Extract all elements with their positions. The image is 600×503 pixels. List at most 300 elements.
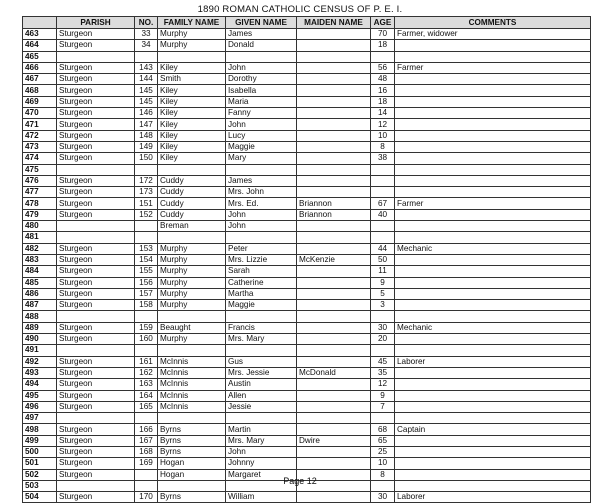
no-cell: 34 — [135, 40, 158, 51]
table-row — [23, 334, 591, 345]
table-row — [23, 108, 591, 119]
table-row — [23, 130, 591, 141]
no-cell: 160 — [135, 334, 158, 345]
given-name-cell: Dorothy — [226, 74, 297, 85]
maiden-name-cell — [297, 300, 371, 311]
age-cell: 7 — [371, 401, 395, 412]
no-cell: 147 — [135, 119, 158, 130]
maiden-name-cell — [297, 108, 371, 119]
given-name-cell: Mrs. Mary — [226, 334, 297, 345]
maiden-name-cell — [297, 130, 371, 141]
given-name-cell: Martha — [226, 288, 297, 299]
row-number-cell: 499 — [23, 435, 57, 446]
given-name-cell — [226, 413, 297, 424]
row-number-cell: 490 — [23, 334, 57, 345]
header-no: NO. — [135, 17, 158, 29]
given-name-cell: John — [226, 209, 297, 220]
row-number-cell: 474 — [23, 153, 57, 164]
comments-cell — [395, 175, 591, 186]
header-age: AGE — [371, 17, 395, 29]
parish-cell: Sturgeon — [57, 254, 135, 265]
table-row — [23, 446, 591, 457]
comments-cell: Laborer — [395, 492, 591, 503]
family-name-cell: Smith — [158, 74, 226, 85]
no-cell: 168 — [135, 446, 158, 457]
parish-cell: Sturgeon — [57, 153, 135, 164]
row-number-cell: 487 — [23, 300, 57, 311]
parish-cell: Sturgeon — [57, 367, 135, 378]
given-name-cell: Johnny — [226, 458, 297, 469]
no-cell: 145 — [135, 96, 158, 107]
parish-cell: Sturgeon — [57, 435, 135, 446]
header-maiden-name: MAIDEN NAME — [297, 17, 371, 29]
no-cell: 172 — [135, 175, 158, 186]
given-name-cell — [226, 51, 297, 62]
comments-cell — [395, 74, 591, 85]
table-row — [23, 288, 591, 299]
parish-cell: Sturgeon — [57, 96, 135, 107]
no-cell: 157 — [135, 288, 158, 299]
row-number-cell: 496 — [23, 401, 57, 412]
row-number-cell: 488 — [23, 311, 57, 322]
no-cell: 173 — [135, 187, 158, 198]
parish-cell: Sturgeon — [57, 379, 135, 390]
no-cell — [135, 311, 158, 322]
maiden-name-cell — [297, 243, 371, 254]
maiden-name-cell — [297, 51, 371, 62]
parish-cell: Sturgeon — [57, 209, 135, 220]
no-cell — [135, 164, 158, 175]
maiden-name-cell — [297, 96, 371, 107]
family-name-cell — [158, 345, 226, 356]
parish-cell: Sturgeon — [57, 187, 135, 198]
comments-cell: Mechanic — [395, 322, 591, 333]
age-cell: 30 — [371, 322, 395, 333]
row-number-cell: 476 — [23, 175, 57, 186]
maiden-name-cell — [297, 232, 371, 243]
given-name-cell — [226, 164, 297, 175]
row-number-cell: 484 — [23, 266, 57, 277]
comments-cell: Laborer — [395, 356, 591, 367]
age-cell: 16 — [371, 85, 395, 96]
comments-cell — [395, 401, 591, 412]
age-cell: 9 — [371, 390, 395, 401]
age-cell: 48 — [371, 74, 395, 85]
family-name-cell: Breman — [158, 221, 226, 232]
age-cell — [371, 187, 395, 198]
family-name-cell: Byrns — [158, 424, 226, 435]
maiden-name-cell — [297, 164, 371, 175]
maiden-name-cell — [297, 345, 371, 356]
maiden-name-cell: Dwire — [297, 435, 371, 446]
family-name-cell: Murphy — [158, 29, 226, 40]
table-row — [23, 356, 591, 367]
table-row — [23, 254, 591, 265]
parish-cell: Sturgeon — [57, 85, 135, 96]
age-cell: 8 — [371, 141, 395, 152]
comments-cell — [395, 345, 591, 356]
table-row — [23, 85, 591, 96]
no-cell: 167 — [135, 435, 158, 446]
no-cell: 166 — [135, 424, 158, 435]
no-cell: 153 — [135, 243, 158, 254]
age-cell — [371, 221, 395, 232]
age-cell: 11 — [371, 266, 395, 277]
given-name-cell: John — [226, 62, 297, 73]
comments-cell — [395, 458, 591, 469]
family-name-cell — [158, 311, 226, 322]
table-row — [23, 379, 591, 390]
age-cell: 18 — [371, 96, 395, 107]
age-cell: 5 — [371, 288, 395, 299]
comments-cell — [395, 85, 591, 96]
given-name-cell: James — [226, 175, 297, 186]
no-cell: 150 — [135, 153, 158, 164]
family-name-cell: Beaught — [158, 322, 226, 333]
parish-cell: Sturgeon — [57, 424, 135, 435]
age-cell: 50 — [371, 254, 395, 265]
given-name-cell: Gus — [226, 356, 297, 367]
parish-cell — [57, 345, 135, 356]
row-number-cell: 471 — [23, 119, 57, 130]
row-number-cell: 485 — [23, 277, 57, 288]
table-row — [23, 266, 591, 277]
maiden-name-cell — [297, 446, 371, 457]
family-name-cell: Murphy — [158, 334, 226, 345]
maiden-name-cell — [297, 401, 371, 412]
parish-cell: Sturgeon — [57, 469, 135, 480]
age-cell: 12 — [371, 119, 395, 130]
given-name-cell — [226, 232, 297, 243]
table-row — [23, 492, 591, 503]
parish-cell: Sturgeon — [57, 141, 135, 152]
comments-cell — [395, 334, 591, 345]
row-number-cell: 469 — [23, 96, 57, 107]
family-name-cell: Kiley — [158, 119, 226, 130]
no-cell: 158 — [135, 300, 158, 311]
table-row — [23, 367, 591, 378]
given-name-cell: John — [226, 446, 297, 457]
comments-cell — [395, 209, 591, 220]
table-row — [23, 198, 591, 209]
comments-cell — [395, 379, 591, 390]
no-cell: 159 — [135, 322, 158, 333]
family-name-cell: Kiley — [158, 108, 226, 119]
family-name-cell: Murphy — [158, 243, 226, 254]
given-name-cell: Maggie — [226, 141, 297, 152]
row-number-cell: 473 — [23, 141, 57, 152]
no-cell: 170 — [135, 492, 158, 503]
age-cell: 45 — [371, 356, 395, 367]
row-number-cell: 494 — [23, 379, 57, 390]
row-number-cell: 493 — [23, 367, 57, 378]
parish-cell: Sturgeon — [57, 300, 135, 311]
given-name-cell: Maria — [226, 96, 297, 107]
given-name-cell: Mrs. Jessie — [226, 367, 297, 378]
maiden-name-cell — [297, 74, 371, 85]
given-name-cell: James — [226, 29, 297, 40]
family-name-cell: Kiley — [158, 96, 226, 107]
table-row — [23, 51, 591, 62]
age-cell: 67 — [371, 198, 395, 209]
maiden-name-cell — [297, 85, 371, 96]
age-cell: 70 — [371, 29, 395, 40]
given-name-cell: Mrs. John — [226, 187, 297, 198]
given-name-cell: Mary — [226, 153, 297, 164]
table-row — [23, 164, 591, 175]
row-number-cell: 502 — [23, 469, 57, 480]
row-number-cell: 480 — [23, 221, 57, 232]
family-name-cell: Murphy — [158, 300, 226, 311]
maiden-name-cell: Briannon — [297, 198, 371, 209]
comments-cell — [395, 300, 591, 311]
header-given-name: GIVEN NAME — [226, 17, 297, 29]
table-header — [23, 17, 591, 29]
table-row — [23, 232, 591, 243]
parish-cell — [57, 232, 135, 243]
no-cell: 152 — [135, 209, 158, 220]
maiden-name-cell: McDonald — [297, 367, 371, 378]
given-name-cell: Sarah — [226, 266, 297, 277]
row-number-cell: 504 — [23, 492, 57, 503]
parish-cell: Sturgeon — [57, 243, 135, 254]
family-name-cell: Cuddy — [158, 209, 226, 220]
parish-cell: Sturgeon — [57, 492, 135, 503]
family-name-cell: Cuddy — [158, 187, 226, 198]
parish-cell: Sturgeon — [57, 266, 135, 277]
no-cell: 146 — [135, 108, 158, 119]
table-row — [23, 96, 591, 107]
row-number-cell: 465 — [23, 51, 57, 62]
maiden-name-cell — [297, 40, 371, 51]
family-name-cell: Murphy — [158, 40, 226, 51]
comments-cell: Farmer, widower — [395, 29, 591, 40]
given-name-cell: Austin — [226, 379, 297, 390]
header-comments: COMMENTS — [395, 17, 591, 29]
row-number-cell: 478 — [23, 198, 57, 209]
given-name-cell — [226, 345, 297, 356]
parish-cell: Sturgeon — [57, 175, 135, 186]
parish-cell: Sturgeon — [57, 334, 135, 345]
family-name-cell: Murphy — [158, 254, 226, 265]
table-row — [23, 390, 591, 401]
table-row — [23, 119, 591, 130]
given-name-cell: John — [226, 119, 297, 130]
given-name-cell: Donald — [226, 40, 297, 51]
maiden-name-cell: McKenzie — [297, 254, 371, 265]
family-name-cell — [158, 413, 226, 424]
maiden-name-cell — [297, 175, 371, 186]
comments-cell — [395, 51, 591, 62]
family-name-cell: Cuddy — [158, 175, 226, 186]
age-cell: 3 — [371, 300, 395, 311]
family-name-cell: Kiley — [158, 62, 226, 73]
no-cell: 164 — [135, 390, 158, 401]
given-name-cell: Mrs. Mary — [226, 435, 297, 446]
age-cell: 12 — [371, 379, 395, 390]
row-number-cell: 464 — [23, 40, 57, 51]
comments-cell — [395, 164, 591, 175]
no-cell: 163 — [135, 379, 158, 390]
row-number-cell: 500 — [23, 446, 57, 457]
row-number-cell: 472 — [23, 130, 57, 141]
row-number-cell: 503 — [23, 480, 57, 491]
no-cell: 149 — [135, 141, 158, 152]
maiden-name-cell — [297, 322, 371, 333]
maiden-name-cell — [297, 221, 371, 232]
comments-cell — [395, 153, 591, 164]
comments-cell — [395, 435, 591, 446]
age-cell: 25 — [371, 446, 395, 457]
row-number-cell: 477 — [23, 187, 57, 198]
row-number-cell: 483 — [23, 254, 57, 265]
age-cell: 44 — [371, 243, 395, 254]
comments-cell: Farmer — [395, 198, 591, 209]
comments-cell — [395, 266, 591, 277]
age-cell: 18 — [371, 40, 395, 51]
given-name-cell: Martin — [226, 424, 297, 435]
maiden-name-cell — [297, 119, 371, 130]
no-cell: 148 — [135, 130, 158, 141]
maiden-name-cell — [297, 356, 371, 367]
comments-cell — [395, 187, 591, 198]
family-name-cell — [158, 164, 226, 175]
given-name-cell: Mrs. Ed. — [226, 198, 297, 209]
given-name-cell: Margaret — [226, 469, 297, 480]
family-name-cell: Byrns — [158, 446, 226, 457]
no-cell — [135, 413, 158, 424]
family-name-cell: Byrns — [158, 435, 226, 446]
table-row — [23, 277, 591, 288]
row-number-cell: 479 — [23, 209, 57, 220]
no-cell — [135, 232, 158, 243]
header-family-name: FAMILY NAME — [158, 17, 226, 29]
comments-cell — [395, 221, 591, 232]
no-cell: 165 — [135, 401, 158, 412]
maiden-name-cell — [297, 141, 371, 152]
parish-cell: Sturgeon — [57, 198, 135, 209]
parish-cell: Sturgeon — [57, 130, 135, 141]
table-row — [23, 187, 591, 198]
age-cell: 68 — [371, 424, 395, 435]
age-cell: 30 — [371, 492, 395, 503]
family-name-cell: Byrns — [158, 492, 226, 503]
family-name-cell: McInnis — [158, 379, 226, 390]
parish-cell — [57, 311, 135, 322]
row-number-cell: 481 — [23, 232, 57, 243]
maiden-name-cell — [297, 311, 371, 322]
header-row-number — [23, 17, 57, 29]
maiden-name-cell — [297, 390, 371, 401]
table-row — [23, 345, 591, 356]
row-number-cell: 463 — [23, 29, 57, 40]
maiden-name-cell — [297, 153, 371, 164]
family-name-cell: Kiley — [158, 85, 226, 96]
age-cell — [371, 232, 395, 243]
row-number-cell: 491 — [23, 345, 57, 356]
maiden-name-cell — [297, 413, 371, 424]
row-number-cell: 492 — [23, 356, 57, 367]
table-row — [23, 153, 591, 164]
family-name-cell: McInnis — [158, 367, 226, 378]
parish-cell: Sturgeon — [57, 74, 135, 85]
row-number-cell: 501 — [23, 458, 57, 469]
age-cell: 35 — [371, 367, 395, 378]
parish-cell: Sturgeon — [57, 322, 135, 333]
table-row — [23, 209, 591, 220]
age-cell — [371, 164, 395, 175]
row-number-cell: 475 — [23, 164, 57, 175]
maiden-name-cell — [297, 379, 371, 390]
no-cell: 156 — [135, 277, 158, 288]
age-cell — [371, 311, 395, 322]
table-row — [23, 243, 591, 254]
maiden-name-cell — [297, 277, 371, 288]
table-row — [23, 300, 591, 311]
no-cell: 161 — [135, 356, 158, 367]
maiden-name-cell — [297, 187, 371, 198]
comments-cell — [395, 108, 591, 119]
table-row — [23, 221, 591, 232]
parish-cell: Sturgeon — [57, 29, 135, 40]
maiden-name-cell — [297, 288, 371, 299]
comments-cell: Captain — [395, 424, 591, 435]
no-cell: 144 — [135, 74, 158, 85]
row-number-cell: 466 — [23, 62, 57, 73]
row-number-cell: 467 — [23, 74, 57, 85]
no-cell — [135, 221, 158, 232]
age-cell: 9 — [371, 277, 395, 288]
parish-cell: Sturgeon — [57, 62, 135, 73]
age-cell: 8 — [371, 469, 395, 480]
given-name-cell: John — [226, 221, 297, 232]
family-name-cell: McInnis — [158, 401, 226, 412]
comments-cell — [395, 446, 591, 457]
given-name-cell: William — [226, 492, 297, 503]
given-name-cell: Francis — [226, 322, 297, 333]
family-name-cell: Hogan — [158, 469, 226, 480]
maiden-name-cell — [297, 424, 371, 435]
age-cell — [371, 175, 395, 186]
age-cell: 40 — [371, 209, 395, 220]
maiden-name-cell — [297, 62, 371, 73]
table-row — [23, 175, 591, 186]
comments-cell — [395, 413, 591, 424]
family-name-cell: McInnis — [158, 356, 226, 367]
given-name-cell: Allen — [226, 390, 297, 401]
page-number: Page 12 — [283, 476, 317, 486]
given-name-cell: Mrs. Lizzie — [226, 254, 297, 265]
age-cell: 14 — [371, 108, 395, 119]
table-row — [23, 458, 591, 469]
comments-cell — [395, 277, 591, 288]
row-number-cell: 495 — [23, 390, 57, 401]
age-cell — [371, 345, 395, 356]
given-name-cell: Peter — [226, 243, 297, 254]
no-cell: 169 — [135, 458, 158, 469]
maiden-name-cell — [297, 266, 371, 277]
age-cell: 20 — [371, 334, 395, 345]
parish-cell — [57, 221, 135, 232]
comments-cell: Farmer — [395, 62, 591, 73]
table-row — [23, 29, 591, 40]
given-name-cell: Catherine — [226, 277, 297, 288]
comments-cell — [395, 288, 591, 299]
no-cell: 154 — [135, 254, 158, 265]
comments-cell — [395, 119, 591, 130]
maiden-name-cell — [297, 29, 371, 40]
comments-cell — [395, 367, 591, 378]
